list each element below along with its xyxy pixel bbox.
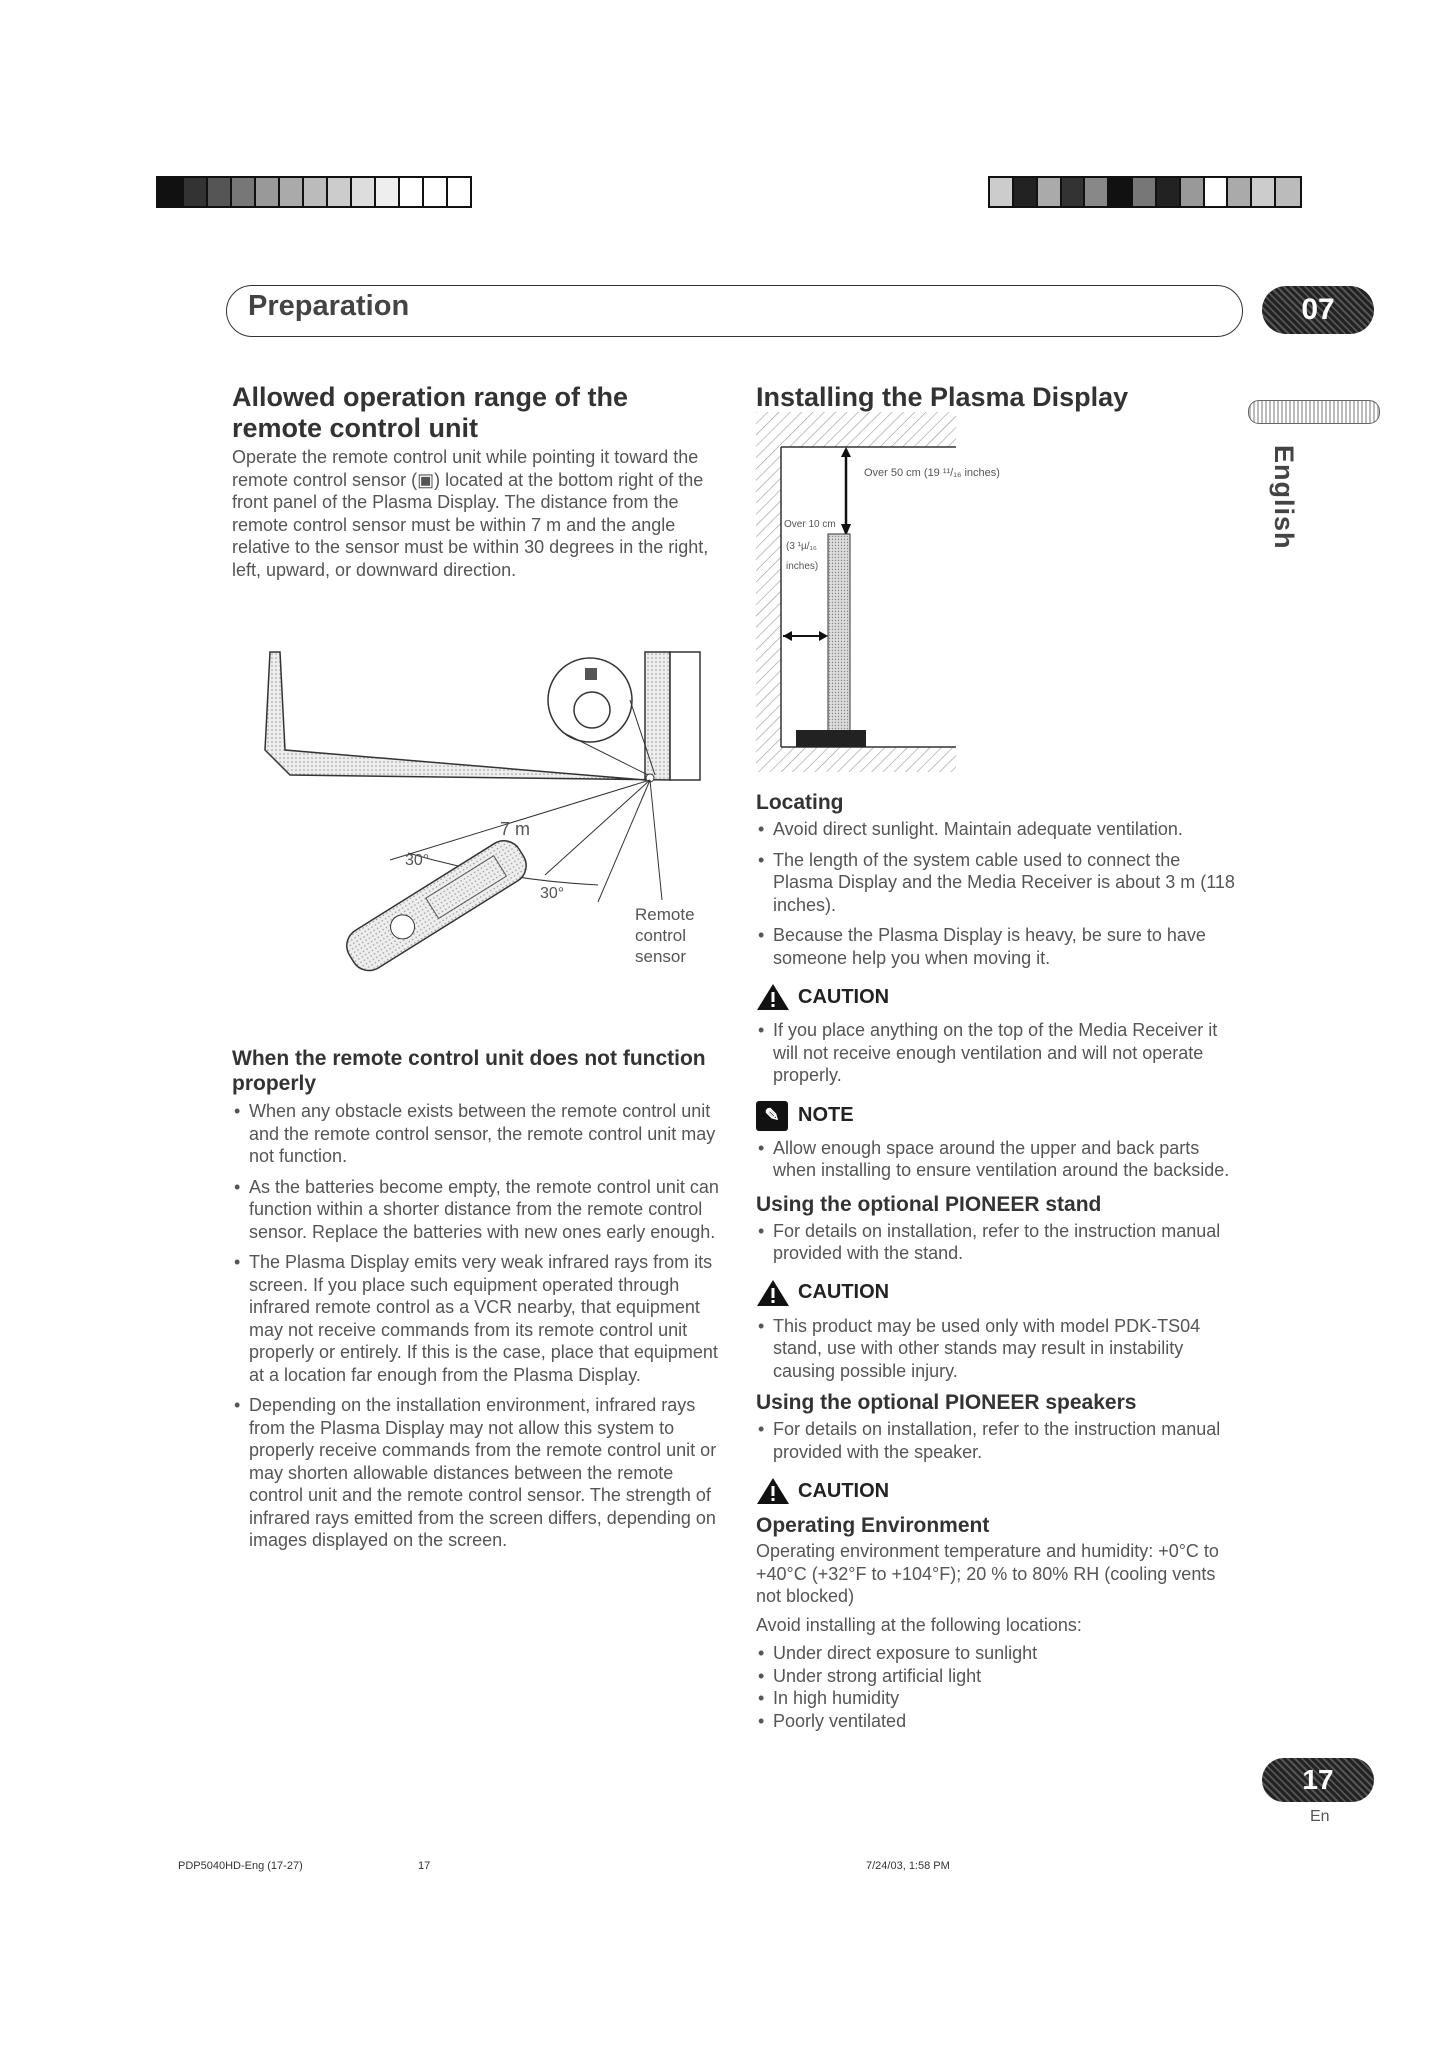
list-item: • This product may be used only with model PDK-TS04 stand, use with other stands may result in instability causing possible injury. <box>756 1315 1236 1383</box>
remote-range-figure <box>230 640 710 1000</box>
angle-left-label: 30° <box>405 852 430 869</box>
warning-icon <box>756 1279 790 1307</box>
range-line-4 <box>650 780 662 900</box>
caution-list-2 <box>756 1315 1236 1383</box>
list-item: • If you place anything on the top of the Media Receiver it will not receive enough ventilation and will not operate properly. <box>756 1019 1236 1087</box>
list-item: • Poorly ventilated <box>756 1710 1236 1733</box>
environment-heading: Operating Environment <box>756 1514 990 1537</box>
footer-page: 17 <box>418 1860 431 1872</box>
panel-side-edge <box>670 652 700 780</box>
environment-list <box>756 1642 1236 1732</box>
sensor-label-1: Remote <box>635 905 695 924</box>
sensor-label-2: control <box>635 926 687 945</box>
stand-list <box>756 1220 1236 1265</box>
caution-list-1 <box>756 1019 1236 1087</box>
range-line-3 <box>598 780 650 902</box>
list-item: • The Plasma Display emits very weak infrared rays from its screen. If you place such equipment operated through infrared remote control as a VCR nearby, that equipment may not receive commands from its remote control unit properly or entirely. If this is the case, place that equipment at a location far enough from the Plasma Display. <box>232 1251 722 1386</box>
left-column-lower <box>232 1046 722 1560</box>
environment-text-2: Avoid installing at the following locations: <box>756 1614 1082 1635</box>
registration-bar-right <box>988 176 1302 208</box>
list-item: • As the batteries become empty, the remote control unit can function within a shorter distance from the remote control sensor. Replace the batteries with new ones early enough. <box>232 1176 722 1244</box>
side-clearance-label-2: (3 ¹µ/₁₆ <box>786 541 817 552</box>
speakers-list <box>756 1418 1236 1463</box>
remote-control-illustration <box>340 834 533 977</box>
sensor-icon <box>585 668 597 680</box>
caution-block-2 <box>756 1279 1236 1307</box>
page-lang-code: En <box>1310 1808 1330 1825</box>
remote-trouble-heading: When the remote control unit does not function properly <box>232 1047 706 1095</box>
remote-trouble-list <box>232 1100 722 1552</box>
list-item: • Because the Plasma Display is heavy, be sure to have someone help you when moving it. <box>756 924 1236 969</box>
caution-label: CAUTION <box>798 1479 890 1502</box>
left-column <box>232 382 722 581</box>
page-number-tab: 17 <box>1262 1758 1374 1802</box>
install-heading-wrap <box>756 382 1226 413</box>
side-clearance-label-1: Over 10 cm <box>784 519 836 530</box>
floor-hatch <box>756 747 956 772</box>
angle-right-label: 30° <box>540 885 565 902</box>
chapter-tab: 07 <box>1262 286 1374 334</box>
warning-icon <box>756 1477 790 1505</box>
list-item: • For details on installation, refer to the instruction manual provided with the speaker. <box>756 1418 1236 1463</box>
warning-icon <box>756 983 790 1011</box>
range-line-2 <box>545 780 650 875</box>
footer-date: 7/24/03, 1:58 PM <box>866 1860 950 1872</box>
top-clearance-label: Over 50 cm (19 ¹¹/₁₆ inches) <box>864 467 1000 479</box>
footer-file: PDP5040HD-Eng (17-27) <box>178 1860 303 1872</box>
list-item: • For details on installation, refer to the instruction manual provided with the stand. <box>756 1220 1236 1265</box>
list-item: • Under strong artificial light <box>756 1665 1236 1688</box>
distance-label: 7 m <box>500 819 531 839</box>
side-clearance-label-3: inches) <box>786 561 819 572</box>
note-list <box>756 1137 1236 1182</box>
note-block <box>756 1101 1236 1131</box>
stand-base <box>796 730 866 747</box>
right-column-lower <box>756 790 1236 1732</box>
plasma-side-view <box>828 534 850 734</box>
wall-hatch <box>756 412 781 762</box>
stand-heading: Using the optional PIONEER stand <box>756 1192 1102 1216</box>
note-pencil-icon: ✎ <box>756 1101 788 1131</box>
caution-block-1 <box>756 983 1236 1011</box>
speakers-heading: Using the optional PIONEER speakers <box>756 1391 1137 1414</box>
list-item: • Depending on the installation environment, infrared rays from the Plasma Display may not allow this system to properly receive commands from the remote control unit or may shorten allowable distances between the remote control unit and the remote control sensor. The strength of infrared rays emitted from the screen differs, depending on images displayed on the screen. <box>232 1394 722 1552</box>
list-item: • When any obstacle exists between the remote control unit and the remote control sensor, the remote control unit may not function. <box>232 1100 722 1168</box>
sensor-label-3: sensor <box>635 947 687 966</box>
list-item: • Under direct exposure to sunlight <box>756 1642 1236 1665</box>
caution-block-3 <box>756 1477 1236 1505</box>
list-item: • Avoid direct sunlight. Maintain adequate ventilation. <box>756 818 1236 841</box>
list-item: • In high humidity <box>756 1687 1236 1710</box>
list-item: • Allow enough space around the upper and back parts when installing to ensure ventilation around the backside. <box>756 1137 1236 1182</box>
caution-label: CAUTION <box>798 1281 890 1303</box>
language-tab <box>1248 400 1380 424</box>
environment-text-1: Operating environment temperature and humidity: +0°C to +40°C (+32°F to +104°F); 20 % to 80% RH (cooling vents not blocked) <box>756 1541 1219 1606</box>
note-label: NOTE <box>798 1104 854 1126</box>
section-title: Preparation <box>248 290 410 322</box>
locating-list <box>756 818 1236 969</box>
install-figure <box>756 412 956 772</box>
remote-range-intro: Operate the remote control unit while pointing it toward the remote control sensor (▣) located at the bottom right of the front panel of the Plasma Display. The distance from the remote control sensor must be within 7 m and the angle relative to the sensor must be within 30 degrees in the right, left, upward, or downward direction. <box>232 447 709 580</box>
registration-bar-left <box>156 176 472 208</box>
list-item: • The length of the system cable used to connect the Plasma Display and the Media Receiver is about 3 m (118 inches). <box>756 849 1236 917</box>
ceiling-hatch <box>756 412 956 447</box>
remote-range-heading: Allowed operation range of the remote control unit <box>232 382 629 443</box>
locating-heading: Locating <box>756 791 844 814</box>
language-label: English <box>1269 445 1299 550</box>
caution-label: CAUTION <box>798 985 890 1008</box>
sensor-lens <box>574 692 610 728</box>
install-heading: Installing the Plasma Display <box>756 382 1129 412</box>
